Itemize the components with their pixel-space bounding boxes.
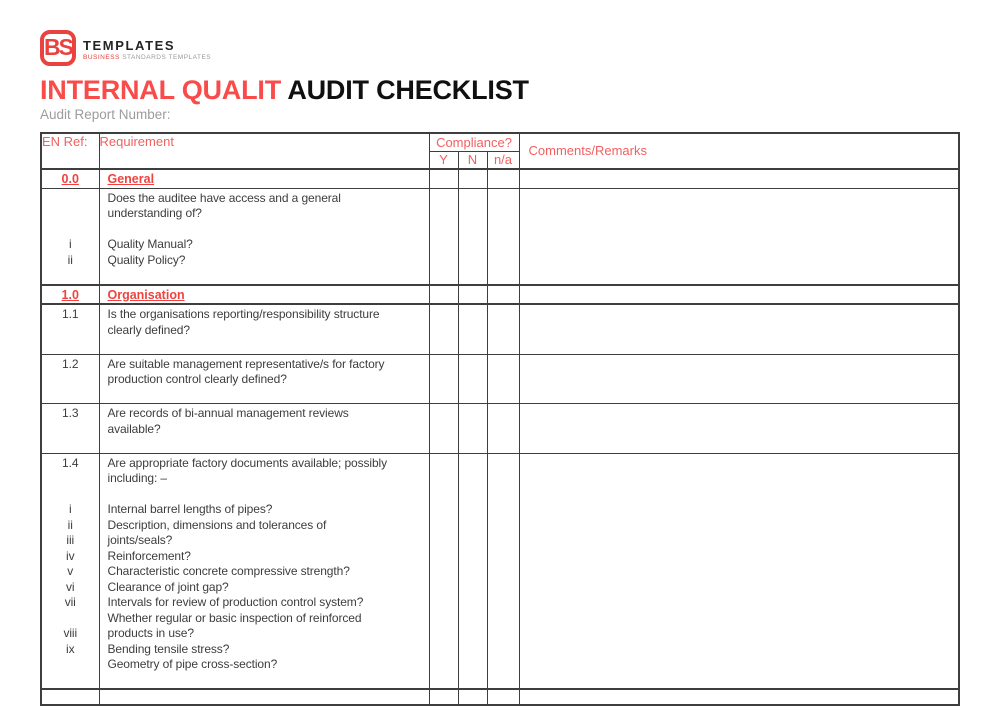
ref-line: v bbox=[67, 564, 74, 578]
col-header-na: n/a bbox=[487, 152, 519, 170]
requirement-cell bbox=[99, 404, 429, 454]
requirement-line: available? bbox=[107, 421, 161, 436]
section-ref: 1.0 bbox=[61, 287, 79, 302]
ref-line: viii bbox=[63, 626, 78, 640]
ref-line: 1.4 bbox=[62, 455, 79, 470]
compliance-cell-y[interactable] bbox=[429, 188, 458, 285]
requirement-line bbox=[108, 487, 427, 503]
checklist-row bbox=[41, 354, 959, 404]
compliance-cell-na[interactable] bbox=[487, 453, 519, 689]
page-title bbox=[40, 76, 960, 104]
comments-cell[interactable] bbox=[519, 304, 959, 354]
requirement-line: Whether regular or basic inspection of reinforced bbox=[107, 610, 362, 625]
requirement-line: Characteristic concrete compressive strength? bbox=[107, 564, 350, 578]
ref-line: vi bbox=[66, 579, 75, 594]
compliance-cell-na[interactable] bbox=[487, 188, 519, 285]
compliance-cell-y[interactable] bbox=[429, 285, 458, 305]
page-title-black-part: AUDIT CHECKLIST bbox=[287, 75, 529, 105]
ref-line bbox=[42, 191, 99, 207]
ref-line bbox=[42, 206, 99, 222]
table-header bbox=[41, 133, 959, 169]
en-ref-cell bbox=[41, 404, 99, 454]
ref-line bbox=[42, 372, 99, 388]
requirement-line: Description, dimensions and tolerances of bbox=[107, 517, 327, 532]
ref-line bbox=[42, 657, 99, 673]
requirement-line: Are records of bi-annual management reviews bbox=[107, 406, 349, 420]
ref-line: 1.3 bbox=[62, 406, 79, 420]
requirement-line bbox=[108, 388, 427, 404]
section-title: General bbox=[107, 172, 155, 186]
requirement-cell bbox=[99, 689, 429, 705]
comments-cell[interactable] bbox=[519, 404, 959, 454]
logo-brand-text: TEMPLATES bbox=[83, 38, 176, 53]
bs-logo-icon: BS bbox=[40, 30, 76, 66]
requirement-line: Internal barrel lengths of pipes? bbox=[107, 502, 273, 516]
ref-line bbox=[42, 268, 99, 284]
compliance-cell-na[interactable] bbox=[487, 354, 519, 404]
logo-tagline-gray: STANDARDS TEMPLATES bbox=[122, 54, 212, 61]
requirement-cell bbox=[99, 304, 429, 354]
en-ref-cell bbox=[41, 188, 99, 285]
section-row bbox=[41, 169, 959, 188]
audit-checklist-table bbox=[40, 132, 960, 706]
en-ref-cell bbox=[41, 304, 99, 354]
col-header-comments: Comments/Remarks bbox=[519, 133, 959, 169]
empty-row bbox=[41, 689, 959, 705]
requirement-cell bbox=[99, 188, 429, 285]
requirement-line: Is the organisations reporting/responsibility structure bbox=[107, 307, 380, 321]
logo-tagline bbox=[83, 54, 211, 61]
ref-line: iv bbox=[66, 548, 75, 563]
col-header-no: N bbox=[458, 152, 487, 170]
compliance-cell-y[interactable] bbox=[429, 404, 458, 454]
requirement-line: Geometry of pipe cross-section? bbox=[107, 657, 278, 671]
requirement-line: production control clearly defined? bbox=[107, 372, 287, 386]
compliance-cell-n[interactable] bbox=[458, 169, 487, 188]
checklist-row bbox=[41, 404, 959, 454]
section-ref: 0.0 bbox=[61, 172, 79, 186]
requirement-line: Are appropriate factory documents available; possibly bbox=[107, 455, 388, 470]
compliance-cell-n[interactable] bbox=[458, 304, 487, 354]
compliance-cell-n[interactable] bbox=[458, 354, 487, 404]
requirement-line: Bending tensile stress? bbox=[107, 641, 230, 656]
ref-line bbox=[42, 338, 99, 354]
requirement-line: Clearance of joint gap? bbox=[107, 579, 229, 594]
compliance-cell-na[interactable] bbox=[487, 689, 519, 705]
col-header-yes: Y bbox=[429, 152, 458, 170]
requirement-line: Are suitable management representative/s for factory bbox=[107, 356, 385, 371]
requirement-line: Quality Policy? bbox=[107, 252, 186, 267]
requirement-line bbox=[108, 338, 427, 354]
comments-cell[interactable] bbox=[519, 169, 959, 188]
compliance-cell-n[interactable] bbox=[458, 453, 487, 689]
ref-line bbox=[42, 422, 99, 438]
comments-cell[interactable] bbox=[519, 285, 959, 305]
comments-cell[interactable] bbox=[519, 689, 959, 705]
checklist-row bbox=[41, 453, 959, 689]
ref-line: i bbox=[68, 237, 72, 251]
ref-line bbox=[42, 487, 99, 503]
page-title-red-part: INTERNAL QUALIT bbox=[40, 75, 281, 105]
compliance-cell-y[interactable] bbox=[429, 354, 458, 404]
col-header-requirement: Requirement bbox=[99, 133, 429, 169]
ref-line bbox=[42, 388, 99, 404]
requirement-cell bbox=[99, 453, 429, 689]
logo-tagline-red: BUSINESS bbox=[83, 54, 120, 61]
compliance-cell-y[interactable] bbox=[429, 689, 458, 705]
ref-line bbox=[42, 222, 99, 238]
compliance-cell-n[interactable] bbox=[458, 285, 487, 305]
compliance-cell-na[interactable] bbox=[487, 304, 519, 354]
ref-line: 1.1 bbox=[62, 307, 79, 321]
table-body bbox=[41, 169, 959, 705]
compliance-cell-na[interactable] bbox=[487, 169, 519, 188]
requirement-cell bbox=[99, 169, 429, 188]
ref-line: iii bbox=[66, 533, 75, 547]
audit-report-number-label: Audit Report Number: bbox=[40, 107, 171, 122]
requirement-cell bbox=[99, 354, 429, 404]
compliance-cell-y[interactable] bbox=[429, 453, 458, 689]
comments-cell[interactable] bbox=[519, 188, 959, 285]
section-row bbox=[41, 285, 959, 305]
comments-cell[interactable] bbox=[519, 453, 959, 689]
en-ref-cell bbox=[41, 689, 99, 705]
ref-line: ii bbox=[67, 517, 73, 532]
en-ref-cell bbox=[41, 453, 99, 689]
ref-line: 1.2 bbox=[62, 356, 79, 371]
requirement-line: understanding of? bbox=[107, 206, 202, 220]
ref-line bbox=[42, 471, 99, 487]
compliance-cell-na[interactable] bbox=[487, 404, 519, 454]
requirement-cell bbox=[99, 285, 429, 305]
ref-line: vii bbox=[64, 595, 76, 609]
compliance-cell-na[interactable] bbox=[487, 285, 519, 305]
comments-cell[interactable] bbox=[519, 354, 959, 404]
compliance-cell-y[interactable] bbox=[429, 304, 458, 354]
checklist-row bbox=[41, 304, 959, 354]
bs-templates-logo bbox=[40, 30, 960, 72]
ref-line: ix bbox=[66, 641, 75, 656]
compliance-cell-n[interactable] bbox=[458, 188, 487, 285]
requirement-line: joints/seals? bbox=[107, 533, 173, 547]
requirement-line bbox=[108, 222, 427, 238]
requirement-line: clearly defined? bbox=[107, 322, 190, 337]
en-ref-cell bbox=[41, 354, 99, 404]
section-title: Organisation bbox=[107, 287, 185, 302]
requirement-line: products in use? bbox=[107, 626, 194, 640]
requirement-line: Does the auditee have access and a general bbox=[107, 190, 341, 205]
ref-line: i bbox=[68, 502, 72, 516]
col-header-compliance: Compliance? bbox=[429, 133, 519, 152]
en-ref-cell bbox=[41, 169, 99, 188]
ref-line: ii bbox=[67, 252, 73, 267]
checklist-row bbox=[41, 188, 959, 285]
compliance-cell-n[interactable] bbox=[458, 689, 487, 705]
requirement-line bbox=[108, 673, 427, 689]
ref-line bbox=[42, 673, 99, 689]
compliance-cell-n[interactable] bbox=[458, 404, 487, 454]
requirement-line bbox=[108, 437, 427, 453]
ref-line bbox=[42, 611, 99, 627]
requirement-line: Intervals for review of production control system? bbox=[107, 595, 364, 609]
compliance-cell-y[interactable] bbox=[429, 169, 458, 188]
requirement-line: Reinforcement? bbox=[107, 548, 191, 563]
requirement-line: Quality Manual? bbox=[107, 237, 193, 251]
col-header-en-ref: EN Ref: bbox=[41, 133, 99, 169]
ref-line bbox=[42, 437, 99, 453]
requirement-line: including: – bbox=[107, 471, 168, 485]
ref-line bbox=[42, 323, 99, 339]
requirement-line bbox=[108, 268, 427, 284]
en-ref-cell bbox=[41, 285, 99, 305]
